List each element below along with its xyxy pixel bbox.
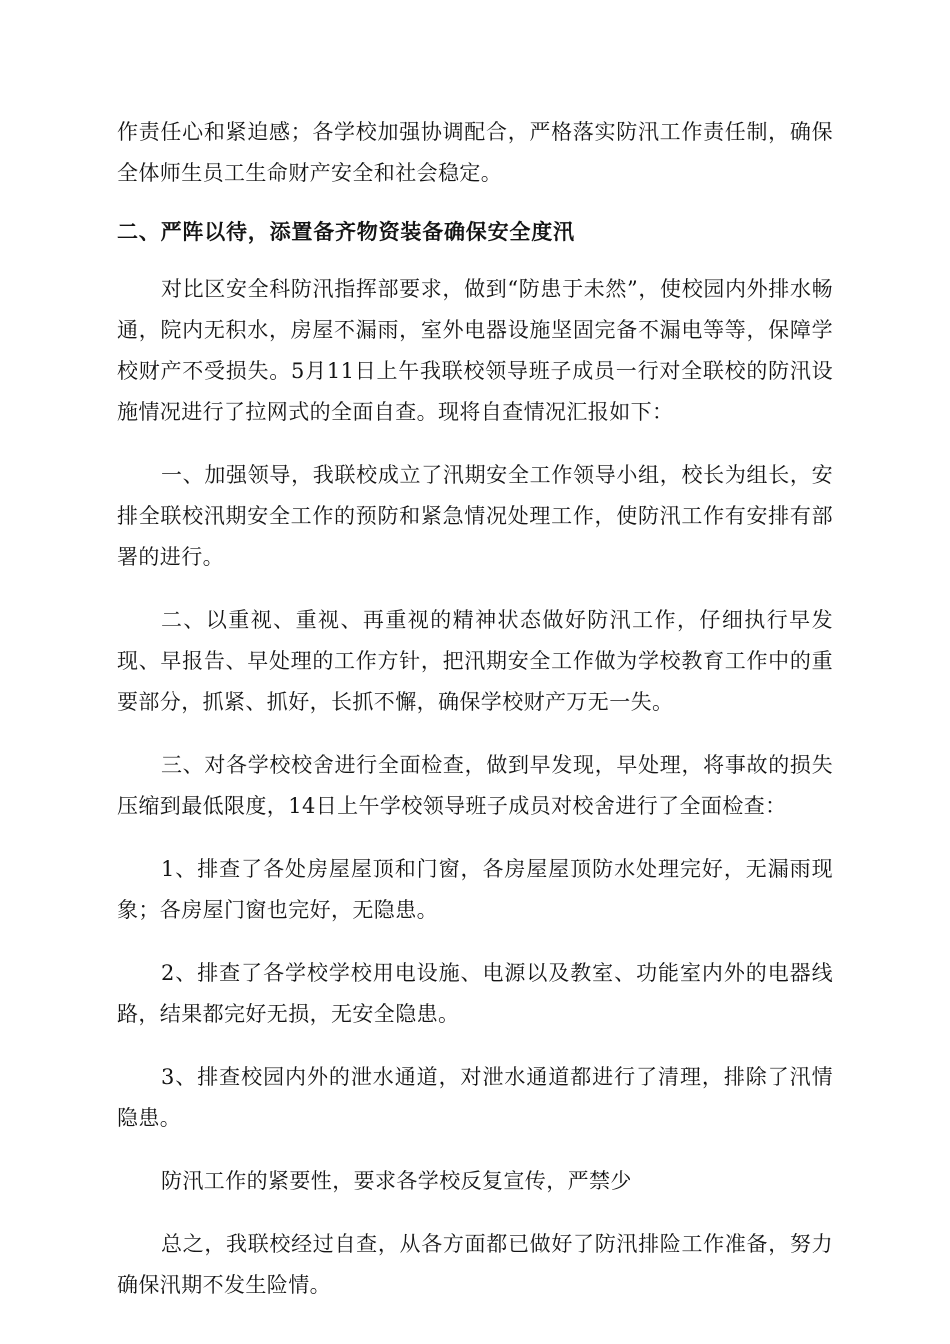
paragraph-sub-1: 1、排查了各处房屋屋顶和门窗，各房屋屋顶防水处理完好，无漏雨现象；各房屋门窗也完好，无隐患。 xyxy=(117,857,833,922)
paragraph-item-2: 二、以重视、重视、再重视的精神状态做好防汛工作，仔细执行早发现、早报告、早处理的工作方针，把汛期安全工作做为学校教育工作中的重要部分，抓紧、抓好，长抓不懈，确保学校财产万无一失。 xyxy=(117,608,833,714)
paragraph-intro: 对比区安全科防汛指挥部要求，做到“防患于未然”，使校园内外排水畅通，院内无积水，房屋不漏雨，室外电器设施坚固完备不漏电等等，保障学校财产不受损失。5月11日上午我联校领导班子成员一行对全联校的防汛设施情况进行了拉网式的全面自查。现将自查情况汇报如下： xyxy=(117,277,833,424)
paragraph-item-3: 三、对各学校校舍进行全面检查，做到早发现，早处理，将事故的损失压缩到最低限度，14日上午学校领导班子成员对校舍进行了全面检查： xyxy=(117,753,833,818)
paragraph-sub-3: 3、排查校园内外的泄水通道，对泄水通道都进行了清理，排除了汛情隐患。 xyxy=(117,1065,833,1130)
section-heading-2: 二、严阵以待，添置备齐物资装备确保安全度汛 xyxy=(117,219,575,244)
paragraph-continuation: 作责任心和紧迫感；各学校加强协调配合，严格落实防汛工作责任制，确保全体师生员工生命财产安全和社会稳定。 xyxy=(117,120,833,185)
paragraph-sub-2: 2、排查了各学校学校用电设施、电源以及教室、功能室内外的电器线路，结果都完好无损，无安全隐患。 xyxy=(117,961,833,1026)
paragraph-conclusion: 总之，我联校经过自查，从各方面都已做好了防汛排险工作准备，努力确保汛期不发生险情。 xyxy=(117,1232,833,1297)
paragraph-publicity: 防汛工作的紧要性，要求各学校反复宣传，严禁少 xyxy=(161,1169,632,1193)
paragraph-item-1: 一、加强领导，我联校成立了汛期安全工作领导小组，校长为组长，安排全联校汛期安全工作的预防和紧急情况处理工作，使防汛工作有安排有部署的进行。 xyxy=(117,463,833,569)
document-page xyxy=(117,112,833,1306)
